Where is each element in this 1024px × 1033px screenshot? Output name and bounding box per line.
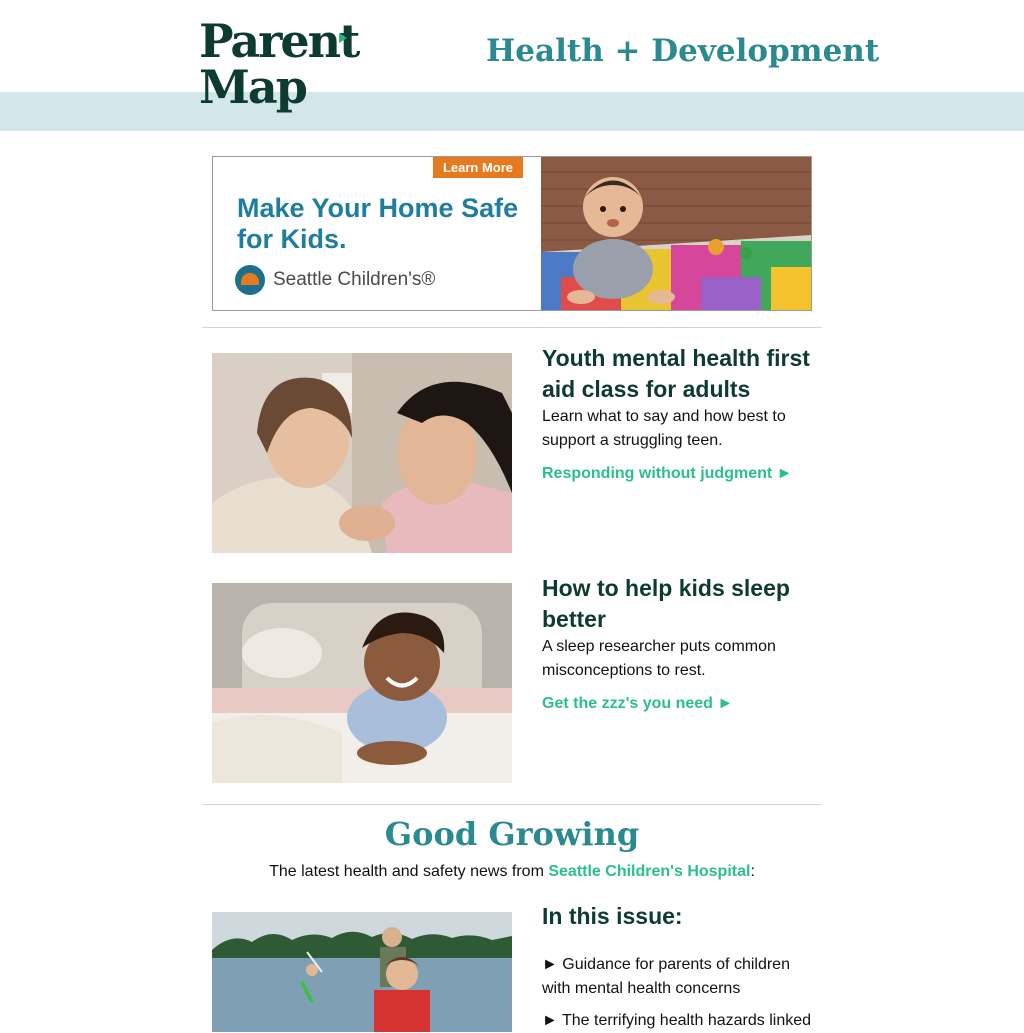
- logo-line-2: Map: [199, 60, 306, 114]
- logo-line-1: Parent: [199, 14, 359, 68]
- article-photo-mental-health[interactable]: [212, 353, 512, 553]
- in-this-issue-heading: In this issue:: [542, 903, 683, 929]
- ad-baby-photo[interactable]: [541, 157, 811, 310]
- logo-play-icon: [339, 33, 347, 43]
- article-title[interactable]: How to help kids sleep better: [542, 575, 790, 632]
- good-growing-subtitle: [0, 863, 1024, 881]
- seattle-childrens-logo-icon: [235, 265, 265, 295]
- article-link[interactable]: Get the zzz's you need ►: [542, 695, 734, 712]
- ad-sponsor-logo: [235, 265, 435, 295]
- article-description: A sleep researcher puts common misconceptions to rest.: [542, 638, 776, 679]
- parentmap-logo[interactable]: [199, 14, 359, 114]
- ad-learn-more-button[interactable]: Learn More: [433, 157, 523, 178]
- article-link[interactable]: Responding without judgment ►: [542, 465, 793, 482]
- ad-banner[interactable]: [212, 156, 812, 311]
- ad-headline: Make Your Home Safe for Kids.: [237, 193, 519, 254]
- issue-list-item[interactable]: ► Guidance for parents of children with mental health concerns: [542, 956, 790, 997]
- divider: [202, 327, 822, 328]
- subtitle-suffix: :: [750, 863, 755, 880]
- article-description: Learn what to say and how best to support a struggling teen.: [542, 408, 786, 449]
- section-title: Health + Development: [486, 33, 880, 69]
- article-photo-sleep[interactable]: [212, 583, 512, 783]
- article-title[interactable]: Youth mental health first aid class for adults: [542, 345, 810, 402]
- divider: [202, 804, 822, 805]
- issue-list-item[interactable]: ► The terrifying health hazards linked: [542, 1012, 812, 1029]
- header-band: [0, 92, 1024, 131]
- good-growing-title: Good Growing: [384, 815, 640, 853]
- subtitle-prefix: The latest health and safety news from: [269, 863, 549, 880]
- seattle-childrens-link[interactable]: Seattle Children's Hospital: [548, 863, 751, 880]
- issue-photo-fishing[interactable]: [212, 912, 512, 1032]
- ad-sponsor-name: Seattle Children's®: [273, 269, 436, 290]
